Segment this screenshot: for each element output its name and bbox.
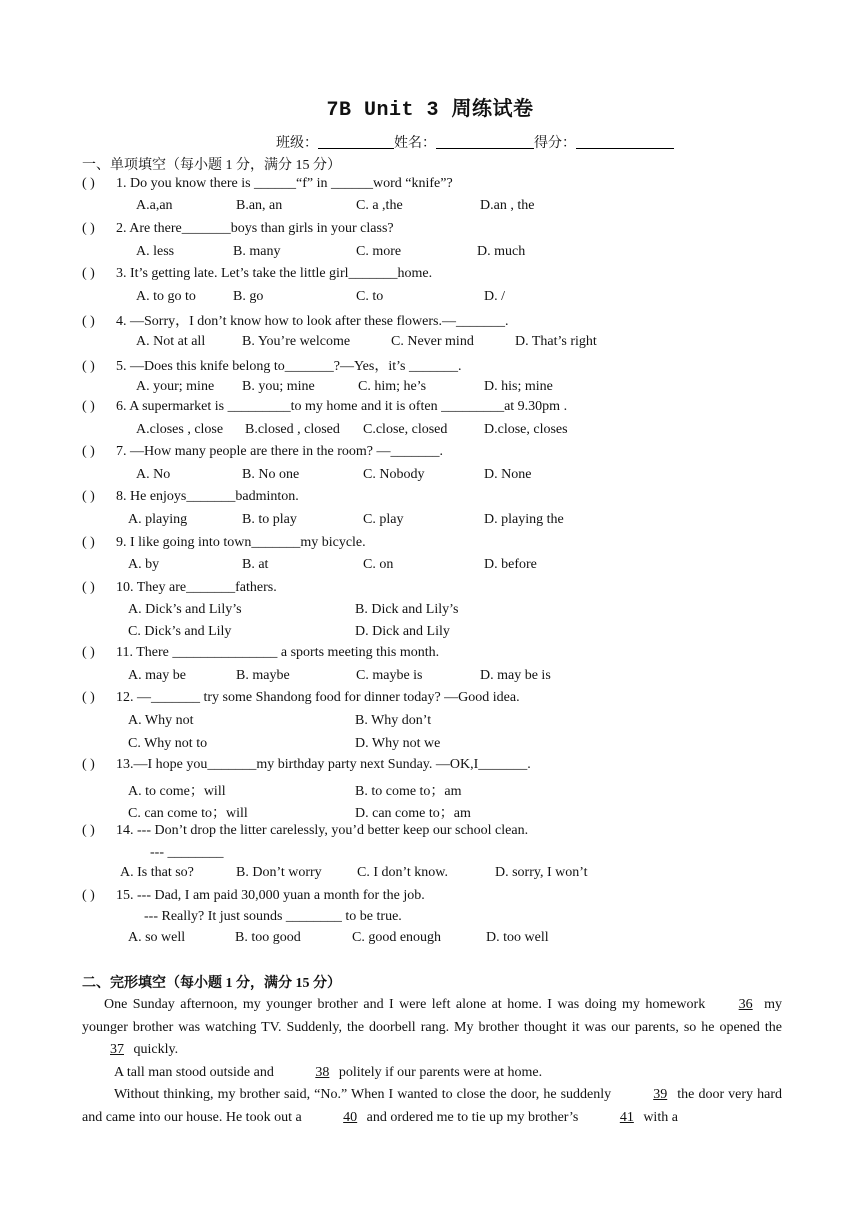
option-d: D. too well xyxy=(486,930,549,945)
option-a: A. so well xyxy=(128,930,186,945)
cloze-text: One Sunday afternoon, my younger brother and I were left alone at home. I was doing my homework xyxy=(104,997,706,1012)
option-a: A. Dick’s and Lily’s xyxy=(128,602,242,617)
option-c: C. Dick’s and Lily xyxy=(128,624,232,639)
option-d: D. his; mine xyxy=(484,379,553,394)
question-stem: 13.—I hope you_______my birthday party next Sunday. —OK,I_______. xyxy=(116,757,531,772)
score-blank xyxy=(576,134,674,149)
option-b: B. to come to；am xyxy=(355,784,462,799)
option-d: D. can come to；am xyxy=(355,806,471,821)
option-b: B. Why don’t xyxy=(355,713,432,728)
option-a: A. your; mine xyxy=(136,379,215,394)
answer-bracket: ( ) xyxy=(82,489,95,504)
question-stem: 14. --- Don’t drop the litter carelessly, you’d better keep our school clean. xyxy=(116,823,529,838)
answer-bracket: ( ) xyxy=(82,580,95,595)
answer-bracket: ( ) xyxy=(82,266,95,281)
cloze-blank-39: 39 xyxy=(653,1087,668,1102)
option-c: C.close, closed xyxy=(363,422,448,437)
answer-bracket: ( ) xyxy=(82,314,95,329)
question-stem: 7. —How many people are there in the room? —_______. xyxy=(116,444,443,459)
question-14 xyxy=(82,823,528,839)
answer-bracket: ( ) xyxy=(82,888,95,903)
option-d: D.close, closes xyxy=(484,422,568,437)
option-d: D. Why not we xyxy=(355,736,441,751)
option-a: A. Not at all xyxy=(136,334,206,349)
question-6 xyxy=(82,399,567,415)
question-14-line-2: --- ________ xyxy=(150,845,224,860)
question-stem: 10. They are_______fathers. xyxy=(116,580,277,595)
cloze-text: A tall man stood outside and xyxy=(114,1064,274,1080)
option-b: B. maybe xyxy=(236,668,290,683)
class-blank xyxy=(318,134,394,149)
option-c: C. Why not to xyxy=(128,736,208,751)
option-a: A.closes , close xyxy=(136,422,224,437)
option-a: A. Is that so? xyxy=(120,865,194,880)
option-a: A. No xyxy=(136,467,171,482)
option-d: D. sorry, I won’t xyxy=(495,865,588,880)
question-15-line-2: --- Really? It just sounds ________ to be true. xyxy=(144,909,402,924)
option-c: C. play xyxy=(363,512,404,527)
question-4 xyxy=(82,310,508,330)
option-b: B. Don’t worry xyxy=(236,865,322,880)
question-stem: 3. It’s getting late. Let’s take the little girl_______home. xyxy=(116,266,433,281)
option-b: B. too good xyxy=(235,930,301,945)
section-1-heading: 一、单项填空（每小题 1 分，满分 15 分） xyxy=(82,158,341,173)
answer-bracket: ( ) xyxy=(82,757,95,772)
option-a: A. less xyxy=(136,244,175,259)
cloze-paragraph-3 xyxy=(82,1084,782,1129)
answer-bracket: ( ) xyxy=(82,359,95,374)
option-a: A. playing xyxy=(128,512,188,527)
question-5 xyxy=(82,355,461,375)
question-2 xyxy=(82,221,394,237)
option-c: C. can come to；will xyxy=(128,806,248,821)
option-a: A. may be xyxy=(128,668,186,683)
question-stem: 11. There _______________ a sports meeting this month. xyxy=(116,645,440,660)
question-8 xyxy=(82,489,299,505)
name-label: 姓名： xyxy=(394,136,436,151)
question-stem: 15. --- Dad, I am paid 30,000 yuan a month for the job. xyxy=(116,888,425,903)
cloze-blank-40: 40 xyxy=(343,1109,358,1125)
option-b: B. Dick and Lily’s xyxy=(355,602,459,617)
question-11 xyxy=(82,645,439,661)
option-b: B. you; mine xyxy=(242,379,315,394)
question-stem: 6. A supermarket is _________to my home and it is often _________at 9.30pm . xyxy=(116,399,568,414)
cloze-text: Without thinking, my brother said, “No.” When I wanted to close the door, he suddenly xyxy=(114,1087,612,1102)
question-10 xyxy=(82,580,277,596)
question-stem: 1. Do you know there is ______“f” in ______word “knife”? xyxy=(116,176,453,191)
option-b: B. go xyxy=(233,289,264,304)
question-7 xyxy=(82,444,443,460)
option-d: D. / xyxy=(484,289,505,304)
option-d: D. before xyxy=(484,557,537,572)
option-d: D. playing the xyxy=(484,512,564,527)
question-stem: 8. He enjoys_______badminton. xyxy=(116,489,299,504)
cloze-paragraph-1 xyxy=(82,994,782,1062)
option-a: A. Why not xyxy=(128,713,194,728)
question-stem: 9. I like going into town_______my bicycle. xyxy=(116,535,366,550)
option-c: C. to xyxy=(356,289,384,304)
question-1 xyxy=(82,176,453,192)
cloze-blank-41: 41 xyxy=(619,1109,634,1125)
option-b: B. You’re welcome xyxy=(242,334,351,349)
question-9 xyxy=(82,535,366,551)
answer-bracket: ( ) xyxy=(82,399,95,414)
option-d: D. That’s right xyxy=(515,334,597,349)
cloze-paragraph-2 xyxy=(82,1062,782,1085)
class-label: 班级： xyxy=(276,136,318,151)
page-title: 7B Unit 3 周练试卷 xyxy=(326,99,534,122)
question-3 xyxy=(82,266,432,282)
answer-bracket: ( ) xyxy=(82,690,95,705)
option-a: A.a,an xyxy=(136,198,173,213)
section-2-heading: 二、完形填空（每小题 1 分，满分 15 分） xyxy=(82,976,341,991)
option-c: C. Nobody xyxy=(363,467,425,482)
option-a: A. by xyxy=(128,557,160,572)
option-b: B.an, an xyxy=(236,198,283,213)
cloze-passage xyxy=(82,994,782,1129)
option-d: D. may be is xyxy=(480,668,551,683)
cloze-blank-37: 37 xyxy=(110,1042,124,1057)
answer-bracket: ( ) xyxy=(82,535,95,550)
answer-bracket: ( ) xyxy=(82,823,95,838)
option-b: B. No one xyxy=(242,467,300,482)
option-d: D. None xyxy=(484,467,532,482)
question-stem: 12. —_______ try some Shandong food for dinner today? —Good idea. xyxy=(116,690,520,705)
option-c: C. on xyxy=(363,557,394,572)
cloze-blank-38: 38 xyxy=(315,1064,330,1080)
option-c: C. Never mind xyxy=(391,334,474,349)
cloze-text: the door very hard and came into our house. He took out a xyxy=(82,1087,782,1125)
option-c: C. more xyxy=(356,244,402,259)
option-d: D. Dick and Lily xyxy=(355,624,450,639)
option-b: B. many xyxy=(233,244,281,259)
answer-bracket: ( ) xyxy=(82,221,95,236)
cloze-text: quickly. xyxy=(133,1042,179,1057)
option-c: C. a ,the xyxy=(356,198,403,213)
score-label: 得分： xyxy=(534,136,576,151)
option-a: A. to come；will xyxy=(128,784,226,799)
question-12 xyxy=(82,690,520,706)
cloze-text: politely if our parents were at home. xyxy=(338,1064,543,1080)
option-b: B. at xyxy=(242,557,269,572)
name-blank xyxy=(436,134,534,149)
cloze-text: and ordered me to tie up my brother’s xyxy=(366,1109,579,1125)
cloze-text: my younger brother was watching TV. Suddenly, the doorbell rang. My brother thought it was our parents, so he opened the xyxy=(82,997,782,1035)
option-d: D.an , the xyxy=(480,198,535,213)
answer-bracket: ( ) xyxy=(82,444,95,459)
answer-bracket: ( ) xyxy=(82,176,95,191)
option-c: C. him; he’s xyxy=(358,379,427,394)
option-b: B.closed , closed xyxy=(245,422,340,437)
option-d: D. much xyxy=(477,244,526,259)
option-c: C. I don’t know. xyxy=(357,865,448,880)
answer-bracket: ( ) xyxy=(82,645,95,660)
cloze-blank-36: 36 xyxy=(738,997,753,1012)
question-stem: 2. Are there_______boys than girls in your class? xyxy=(116,221,394,236)
student-info-line xyxy=(276,132,674,152)
question-15 xyxy=(82,888,425,904)
question-13 xyxy=(82,757,531,773)
option-b: B. to play xyxy=(242,512,297,527)
option-c: C. maybe is xyxy=(356,668,423,683)
question-stem: 4. —Sorry，I don’t know how to look after these flowers.—_______. xyxy=(116,314,509,329)
cloze-text: with a xyxy=(643,1109,678,1125)
option-a: A. to go to xyxy=(136,289,196,304)
option-c: C. good enough xyxy=(352,930,442,945)
question-stem: 5. —Does this knife belong to_______?—Yes，it’s _______. xyxy=(116,359,462,374)
